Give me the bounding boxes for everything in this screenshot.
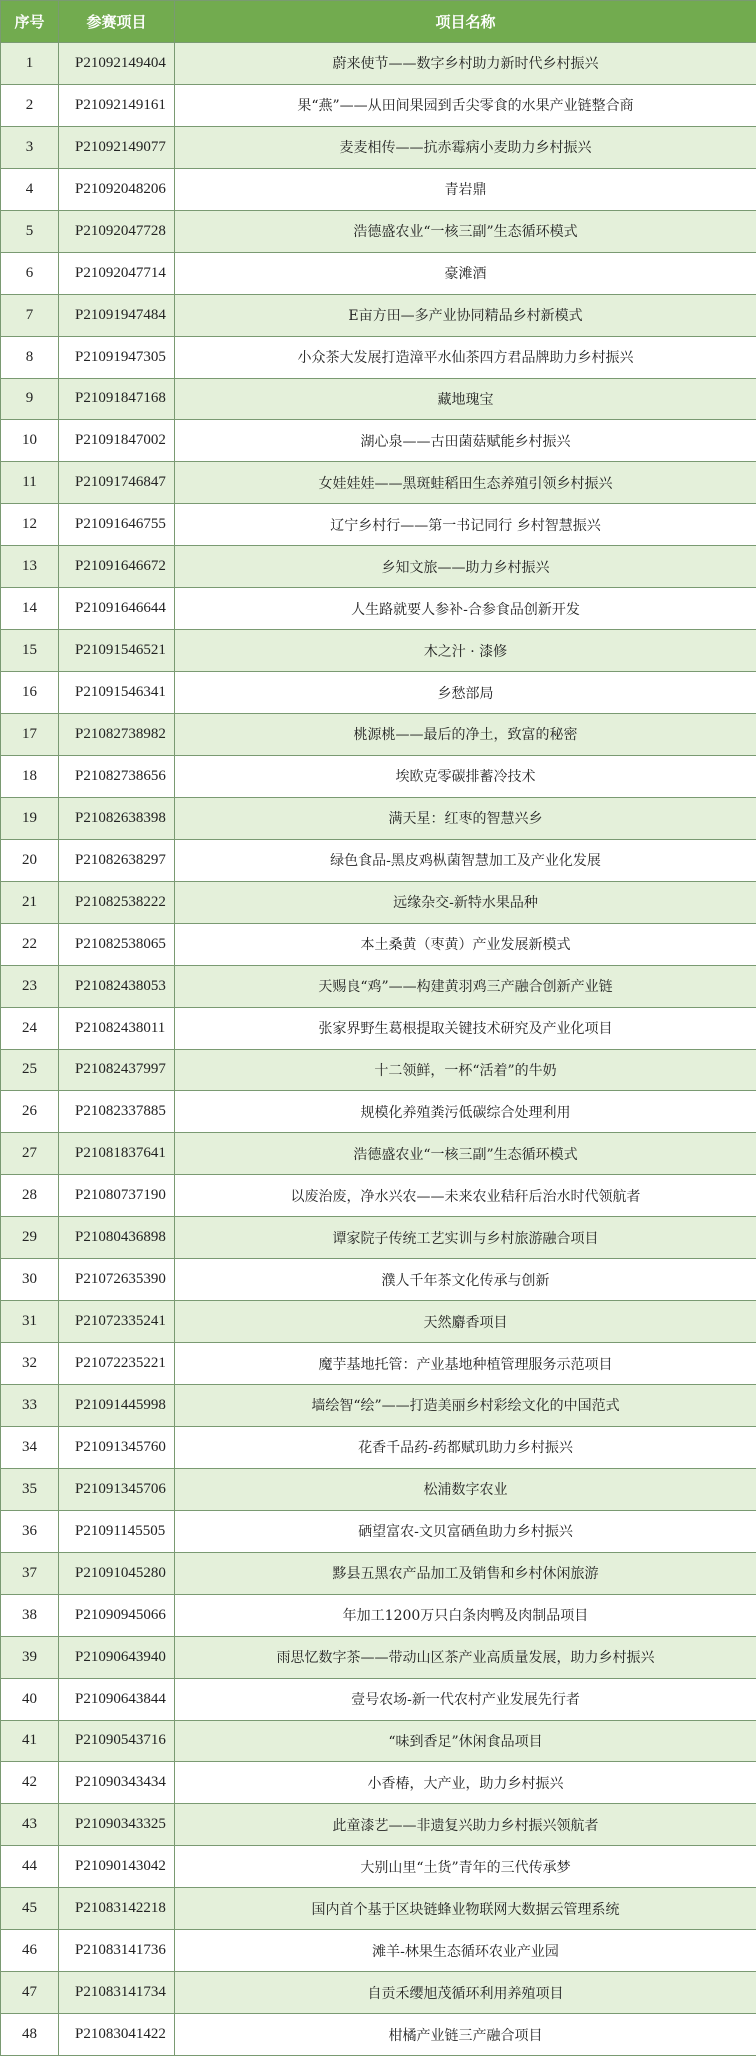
row-project-name: 蔚来使节——数字乡村助力新时代乡村振兴 (175, 43, 756, 85)
row-project-code: P21083141734 (59, 1972, 175, 2014)
row-project-name: 国内首个基于区块链蜂业物联网大数据云管理系统 (175, 1888, 756, 1930)
row-index: 8 (1, 336, 59, 378)
row-index: 22 (1, 923, 59, 965)
row-project-code: P21080436898 (59, 1217, 175, 1259)
row-project-name: E亩方田—多产业协同精品乡村新模式 (175, 294, 756, 336)
row-index: 42 (1, 1762, 59, 1804)
row-project-name: 天然麝香项目 (175, 1301, 756, 1343)
row-project-code: P21082638398 (59, 797, 175, 839)
row-project-code: P21091345760 (59, 1426, 175, 1468)
row-project-name: 松浦数字农业 (175, 1468, 756, 1510)
row-project-name: 自贡禾缨旭茂循环利用养殖项目 (175, 1972, 756, 2014)
row-project-code: P21090945066 (59, 1594, 175, 1636)
row-project-name: 人生路就要人参补-合参食品创新开发 (175, 588, 756, 630)
table-row (1, 1133, 756, 1175)
table-row (1, 755, 756, 797)
row-project-name: 埃欧克零碳排蓄冷技术 (175, 755, 756, 797)
row-project-name: 墙绘智“绘”——打造美丽乡村彩绘文化的中国范式 (175, 1385, 756, 1427)
row-index: 28 (1, 1175, 59, 1217)
row-project-code: P21091546521 (59, 630, 175, 672)
row-project-code: P21091345706 (59, 1468, 175, 1510)
table-row (1, 252, 756, 294)
row-index: 6 (1, 252, 59, 294)
table-row (1, 294, 756, 336)
table-row (1, 881, 756, 923)
row-project-name: 远缘杂交-新特水果品种 (175, 881, 756, 923)
row-project-name: 张家界野生葛根提取关键技术研究及产业化项目 (175, 1007, 756, 1049)
table-row (1, 1636, 756, 1678)
row-index: 48 (1, 2014, 59, 2056)
row-project-name: 雨思忆数字茶——带动山区茶产业高质量发展，助力乡村振兴 (175, 1636, 756, 1678)
table-row (1, 168, 756, 210)
table-row (1, 1259, 756, 1301)
table-body (1, 43, 756, 2056)
table-row (1, 420, 756, 462)
row-index: 5 (1, 210, 59, 252)
table-row (1, 1091, 756, 1133)
row-project-code: P21091947305 (59, 336, 175, 378)
row-project-code: P21092149077 (59, 126, 175, 168)
row-project-name: 女娃娃娃——黑斑蛙稻田生态养殖引领乡村振兴 (175, 462, 756, 504)
row-project-name: 本土桑黄（枣黄）产业发展新模式 (175, 923, 756, 965)
table-row (1, 1846, 756, 1888)
row-index: 40 (1, 1678, 59, 1720)
row-project-name: 黟县五黑农产品加工及销售和乡村休闲旅游 (175, 1552, 756, 1594)
table-row (1, 1720, 756, 1762)
row-index: 46 (1, 1930, 59, 1972)
row-project-code: P21091847002 (59, 420, 175, 462)
row-project-name: 滩羊-林果生态循环农业产业园 (175, 1930, 756, 1972)
table-row (1, 1510, 756, 1552)
table-row (1, 336, 756, 378)
table-row (1, 1930, 756, 1972)
row-index: 23 (1, 965, 59, 1007)
row-project-name: 花香千品药-药都赋玑助力乡村振兴 (175, 1426, 756, 1468)
row-project-code: P21072635390 (59, 1259, 175, 1301)
row-project-code: P21091045280 (59, 1552, 175, 1594)
row-index: 36 (1, 1510, 59, 1552)
row-index: 33 (1, 1385, 59, 1427)
row-index: 12 (1, 504, 59, 546)
table-row (1, 1175, 756, 1217)
table-row (1, 1007, 756, 1049)
row-project-code: P21081837641 (59, 1133, 175, 1175)
table-row (1, 923, 756, 965)
row-project-code: P21091646672 (59, 546, 175, 588)
row-project-name: 满天星：红枣的智慧兴乡 (175, 797, 756, 839)
row-project-code: P21091847168 (59, 378, 175, 420)
row-index: 27 (1, 1133, 59, 1175)
row-index: 47 (1, 1972, 59, 2014)
row-project-name: 年加工1200万只白条肉鸭及肉制品项目 (175, 1594, 756, 1636)
table-row (1, 43, 756, 85)
table-row (1, 378, 756, 420)
row-index: 45 (1, 1888, 59, 1930)
row-index: 41 (1, 1720, 59, 1762)
row-project-name: 天赐良“鸡”——构建黄羽鸡三产融合创新产业链 (175, 965, 756, 1007)
row-project-name: 浩德盛农业“一核三副”生态循环模式 (175, 1133, 756, 1175)
row-project-code: P21082337885 (59, 1091, 175, 1133)
row-index: 44 (1, 1846, 59, 1888)
row-project-code: P21091445998 (59, 1385, 175, 1427)
row-project-name: 大别山里“土货”青年的三代传承梦 (175, 1846, 756, 1888)
row-index: 39 (1, 1636, 59, 1678)
row-index: 25 (1, 1049, 59, 1091)
row-project-code: P21092047728 (59, 210, 175, 252)
table-row (1, 630, 756, 672)
header-row (1, 1, 756, 43)
row-project-code: P21072235221 (59, 1343, 175, 1385)
row-index: 34 (1, 1426, 59, 1468)
row-project-code: P21090543716 (59, 1720, 175, 1762)
row-project-code: P21072335241 (59, 1301, 175, 1343)
row-project-code: P21090643844 (59, 1678, 175, 1720)
row-index: 15 (1, 630, 59, 672)
row-index: 24 (1, 1007, 59, 1049)
row-project-name: 魔芋基地托管：产业基地种植管理服务示范项目 (175, 1343, 756, 1385)
table-row (1, 1468, 756, 1510)
table-row (1, 839, 756, 881)
row-index: 14 (1, 588, 59, 630)
row-index: 11 (1, 462, 59, 504)
row-index: 19 (1, 797, 59, 839)
row-project-code: P21091646644 (59, 588, 175, 630)
row-project-name: 谭家院子传统工艺实训与乡村旅游融合项目 (175, 1217, 756, 1259)
row-project-name: 濮人千年茶文化传承与创新 (175, 1259, 756, 1301)
table-header (1, 1, 756, 43)
row-project-name: 果“燕”——从田间果园到舌尖零食的水果产业链整合商 (175, 84, 756, 126)
table-row (1, 714, 756, 756)
row-index: 31 (1, 1301, 59, 1343)
row-index: 17 (1, 714, 59, 756)
row-project-name: 壹号农场-新一代农村产业发展先行者 (175, 1678, 756, 1720)
table-row (1, 1385, 756, 1427)
row-project-name: 青岩鼎 (175, 168, 756, 210)
row-project-code: P21082438011 (59, 1007, 175, 1049)
table-row (1, 1049, 756, 1091)
row-index: 16 (1, 672, 59, 714)
table-row (1, 2014, 756, 2056)
row-project-name: 绿色食品-黑皮鸡枞菌智慧加工及产业化发展 (175, 839, 756, 881)
row-index: 7 (1, 294, 59, 336)
row-project-code: P21092048206 (59, 168, 175, 210)
row-project-code: P21092047714 (59, 252, 175, 294)
row-index: 32 (1, 1343, 59, 1385)
row-index: 1 (1, 43, 59, 85)
row-index: 37 (1, 1552, 59, 1594)
row-index: 3 (1, 126, 59, 168)
table-row (1, 588, 756, 630)
row-project-code: P21083041422 (59, 2014, 175, 2056)
header-index: 序号 (1, 1, 59, 43)
row-project-name: 辽宁乡村行——第一书记同行 乡村智慧振兴 (175, 504, 756, 546)
table-row (1, 1426, 756, 1468)
table-row (1, 1217, 756, 1259)
row-project-code: P21090343325 (59, 1804, 175, 1846)
row-project-name: 十二领鲜，一杯“活着”的牛奶 (175, 1049, 756, 1091)
row-project-name: 桃源桃——最后的净土，致富的秘密 (175, 714, 756, 756)
table-row (1, 1762, 756, 1804)
row-project-name: 乡知文旅——助力乡村振兴 (175, 546, 756, 588)
row-index: 9 (1, 378, 59, 420)
row-index: 2 (1, 84, 59, 126)
row-index: 30 (1, 1259, 59, 1301)
row-project-name: “味到香足”休闲食品项目 (175, 1720, 756, 1762)
table-row (1, 504, 756, 546)
row-project-name: 此童漆艺——非遗复兴助力乡村振兴领航者 (175, 1804, 756, 1846)
table-row (1, 1594, 756, 1636)
row-project-code: P21083142218 (59, 1888, 175, 1930)
row-project-code: P21090643940 (59, 1636, 175, 1678)
row-project-code: P21082437997 (59, 1049, 175, 1091)
row-project-name: 硒望富农-文贝富硒鱼助力乡村振兴 (175, 1510, 756, 1552)
table-row (1, 1678, 756, 1720)
row-index: 10 (1, 420, 59, 462)
table-row (1, 1552, 756, 1594)
header-code: 参赛项目 (59, 1, 175, 43)
table-row (1, 1804, 756, 1846)
row-project-code: P21092149161 (59, 84, 175, 126)
row-project-name: 乡愁部局 (175, 672, 756, 714)
row-project-code: P21080737190 (59, 1175, 175, 1217)
row-index: 18 (1, 755, 59, 797)
row-project-name: 湖心泉——古田菌菇赋能乡村振兴 (175, 420, 756, 462)
row-project-code: P21092149404 (59, 43, 175, 85)
row-project-name: 麦麦相传——抗赤霉病小麦助力乡村振兴 (175, 126, 756, 168)
row-project-code: P21082438053 (59, 965, 175, 1007)
row-index: 43 (1, 1804, 59, 1846)
table-row (1, 546, 756, 588)
table-row (1, 1972, 756, 2014)
row-project-code: P21090143042 (59, 1846, 175, 1888)
row-project-code: P21091145505 (59, 1510, 175, 1552)
header-name: 项目名称 (175, 1, 756, 43)
row-index: 35 (1, 1468, 59, 1510)
row-index: 4 (1, 168, 59, 210)
row-index: 20 (1, 839, 59, 881)
table-row (1, 84, 756, 126)
row-project-name: 规模化养殖粪污低碳综合处理利用 (175, 1091, 756, 1133)
row-project-name: 藏地瑰宝 (175, 378, 756, 420)
table-row (1, 797, 756, 839)
row-index: 38 (1, 1594, 59, 1636)
row-project-name: 小众茶大发展打造漳平水仙茶四方君品牌助力乡村振兴 (175, 336, 756, 378)
row-project-code: P21082738982 (59, 714, 175, 756)
table-row (1, 965, 756, 1007)
row-project-code: P21083141736 (59, 1930, 175, 1972)
row-project-code: P21091546341 (59, 672, 175, 714)
row-project-code: P21091746847 (59, 462, 175, 504)
row-index: 21 (1, 881, 59, 923)
row-index: 29 (1, 1217, 59, 1259)
row-project-code: P21082638297 (59, 839, 175, 881)
row-index: 13 (1, 546, 59, 588)
table-row (1, 126, 756, 168)
row-project-name: 浩德盛农业“一核三副”生态循环模式 (175, 210, 756, 252)
row-project-name: 豪滩酒 (175, 252, 756, 294)
table-row (1, 1343, 756, 1385)
table-row (1, 1301, 756, 1343)
row-project-code: P21090343434 (59, 1762, 175, 1804)
table-row (1, 672, 756, 714)
row-project-code: P21082738656 (59, 755, 175, 797)
row-project-code: P21082538065 (59, 923, 175, 965)
row-project-name: 木之汁 · 漆修 (175, 630, 756, 672)
row-project-name: 柑橘产业链三产融合项目 (175, 2014, 756, 2056)
row-index: 26 (1, 1091, 59, 1133)
row-project-code: P21082538222 (59, 881, 175, 923)
table-row (1, 462, 756, 504)
row-project-name: 小香椿，大产业，助力乡村振兴 (175, 1762, 756, 1804)
table-row (1, 210, 756, 252)
row-project-code: P21091646755 (59, 504, 175, 546)
row-project-name: 以废治废，净水兴农——未来农业秸秆后治水时代领航者 (175, 1175, 756, 1217)
row-project-code: P21091947484 (59, 294, 175, 336)
table-row (1, 1888, 756, 1930)
